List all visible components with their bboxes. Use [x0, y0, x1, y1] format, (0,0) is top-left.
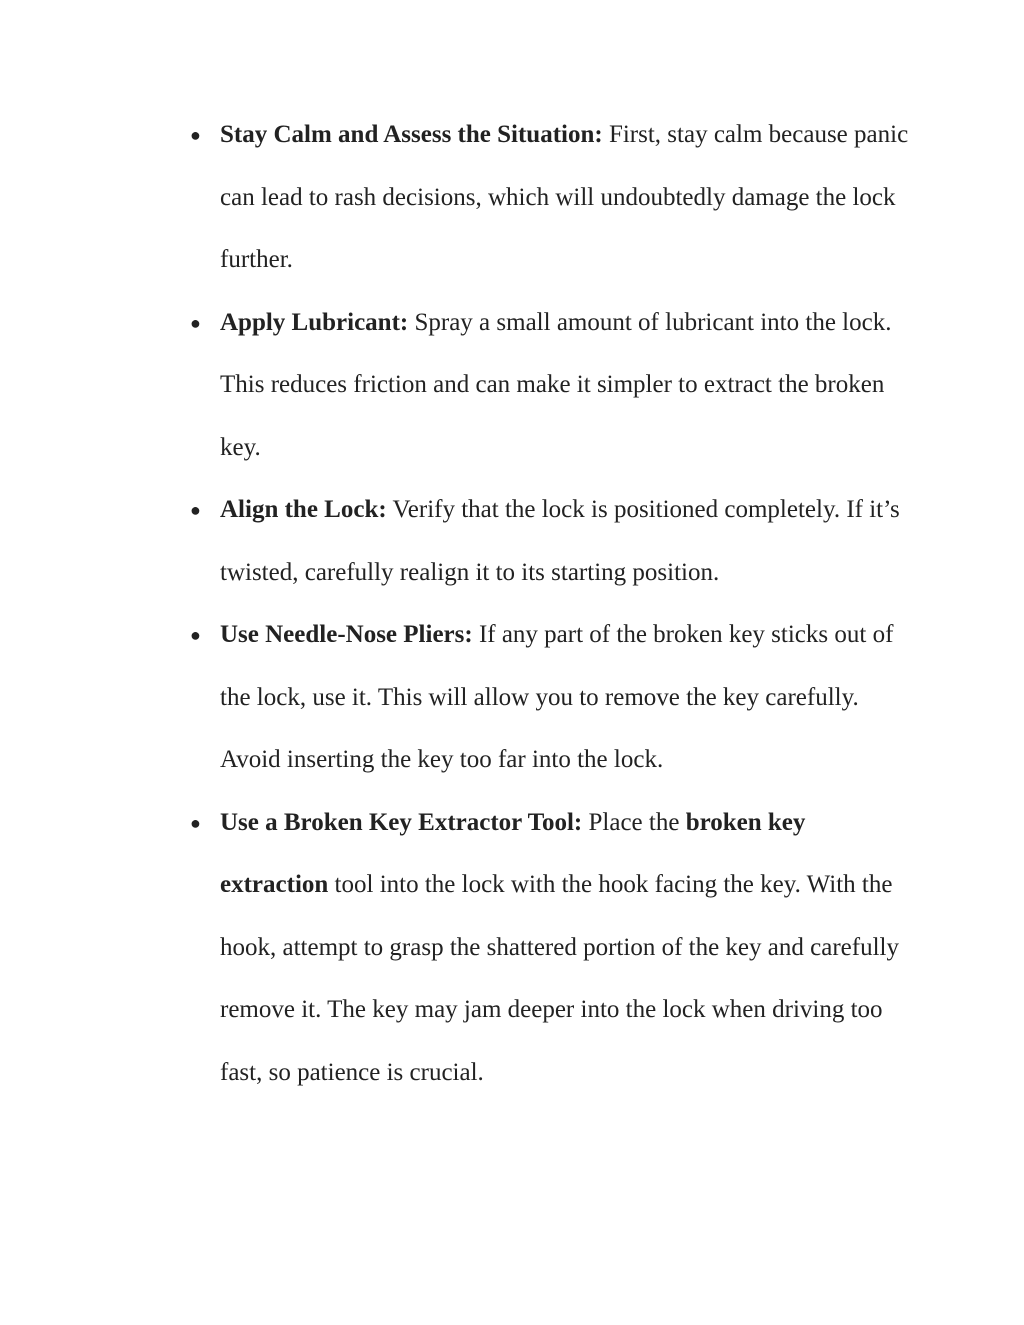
- bullet-icon: ●: [190, 312, 201, 333]
- item-body-end: tool into the lock with the hook facing the key. With the hook, attempt to grasp the shattered portion of the key and carefully remove it. The key may jam deeper into the lock when driving too fast, so patience is crucial.: [220, 871, 899, 1086]
- bullet-icon: ●: [190, 625, 201, 645]
- item-body: If any part of the broken key sticks out of the lock, use it. This will allow you to remove the key carefully. Avoid inserting the key too far into the lock.: [220, 621, 894, 773]
- item-body: First, stay calm because panic can lead to rash decisions, which will undoubtedly damage the lock further.: [220, 121, 909, 273]
- item-heading: Apply Lubricant:: [220, 308, 409, 336]
- list-item: [190, 479, 910, 604]
- item-heading: Align the Lock:: [220, 496, 387, 523]
- steps-list: [190, 104, 910, 1104]
- item-heading: Use Needle-Nose Pliers:: [220, 621, 473, 648]
- item-emphasis: broken key extraction: [220, 808, 806, 898]
- list-item: [190, 792, 910, 1105]
- item-heading: Use a Broken Key Extractor Tool:: [220, 808, 583, 836]
- item-body: Verify that the lock is positioned completely. If it’s twisted, carefully realign it to its starting position.: [220, 496, 900, 586]
- bullet-icon: ●: [190, 125, 201, 145]
- item-body: Spray a small amount of lubricant into the lock. This reduces friction and can make it simpler to extract the broken key.: [220, 308, 892, 461]
- item-body-start: Place the: [582, 808, 686, 836]
- item-heading: Stay Calm and Assess the Situation:: [220, 121, 603, 148]
- list-item: [190, 292, 910, 480]
- list-item: [190, 604, 910, 792]
- bullet-icon: ●: [190, 812, 201, 833]
- bullet-icon: ●: [190, 500, 201, 520]
- list-item: [190, 104, 910, 292]
